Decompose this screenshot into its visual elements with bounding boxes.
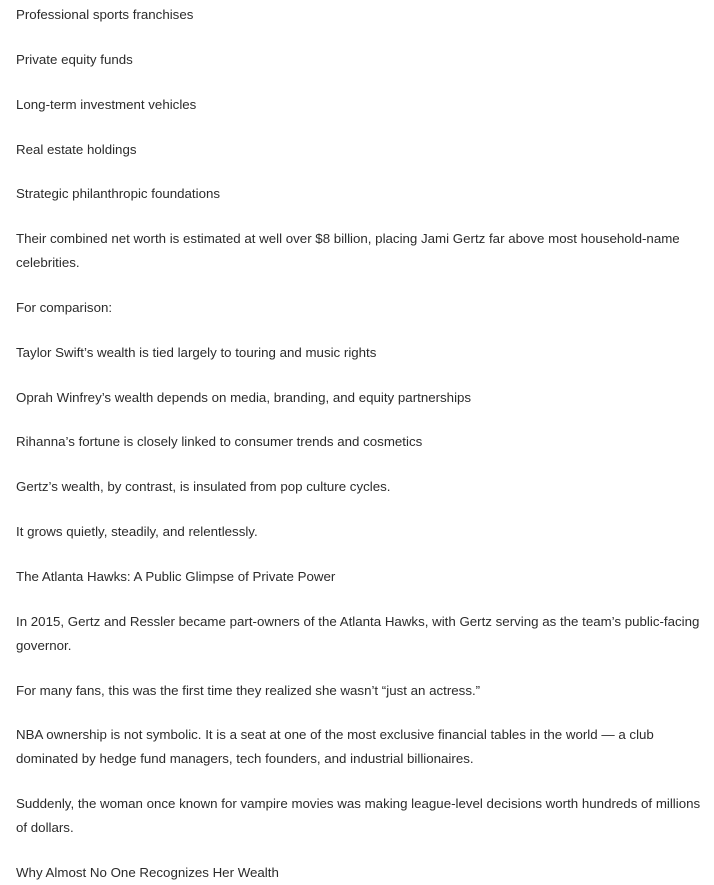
list-item-rihanna: Rihanna’s fortune is closely linked to consumer trends and cosmetics	[16, 434, 423, 449]
list-item-investment-vehicles: Long-term investment vehicles	[16, 97, 197, 112]
paragraph-hawks-ownership: In 2015, Gertz and Ressler became part-owners of the Atlanta Hawks, with Gertz serving as the team’s public-facing governor.	[16, 614, 700, 653]
paragraph-gertz-wealth: Gertz’s wealth, by contrast, is insulated from pop culture cycles.	[16, 479, 391, 494]
list-item-real-estate: Real estate holdings	[16, 142, 137, 157]
paragraph-vampire-movies: Suddenly, the woman once known for vampire movies was making league-level decisions worth hundreds of millions of dollars.	[16, 796, 701, 835]
paragraph-many-fans: For many fans, this was the first time they realized she wasn’t “just an actress.”	[16, 683, 481, 698]
list-item-oprah-winfrey: Oprah Winfrey’s wealth depends on media, branding, and equity partnerships	[16, 390, 472, 405]
section-heading-atlanta-hawks: The Atlanta Hawks: A Public Glimpse of Private Power	[16, 569, 336, 584]
paragraph-grows-quietly: It grows quietly, steadily, and relentlessly.	[16, 524, 258, 539]
paragraph-for-comparison: For comparison:	[16, 300, 113, 315]
section-heading-recognizes-wealth: Why Almost No One Recognizes Her Wealth	[16, 865, 279, 880]
list-item-taylor-swift: Taylor Swift’s wealth is tied largely to touring and music rights	[16, 345, 377, 360]
paragraph-net-worth: Their combined net worth is estimated at well over $8 billion, placing Jami Gertz far above most household-name celebrities.	[16, 231, 680, 270]
paragraph-nba-ownership: NBA ownership is not symbolic. It is a seat at one of the most exclusive financial tables in the world — a club dominated by hedge fund managers, tech founders, and industrial billionaires.	[16, 727, 654, 766]
list-item-philanthropic-foundations: Strategic philanthropic foundations	[16, 186, 221, 201]
list-item-private-equity: Private equity funds	[16, 52, 133, 67]
list-item-sports-franchises: Professional sports franchises	[16, 7, 194, 22]
